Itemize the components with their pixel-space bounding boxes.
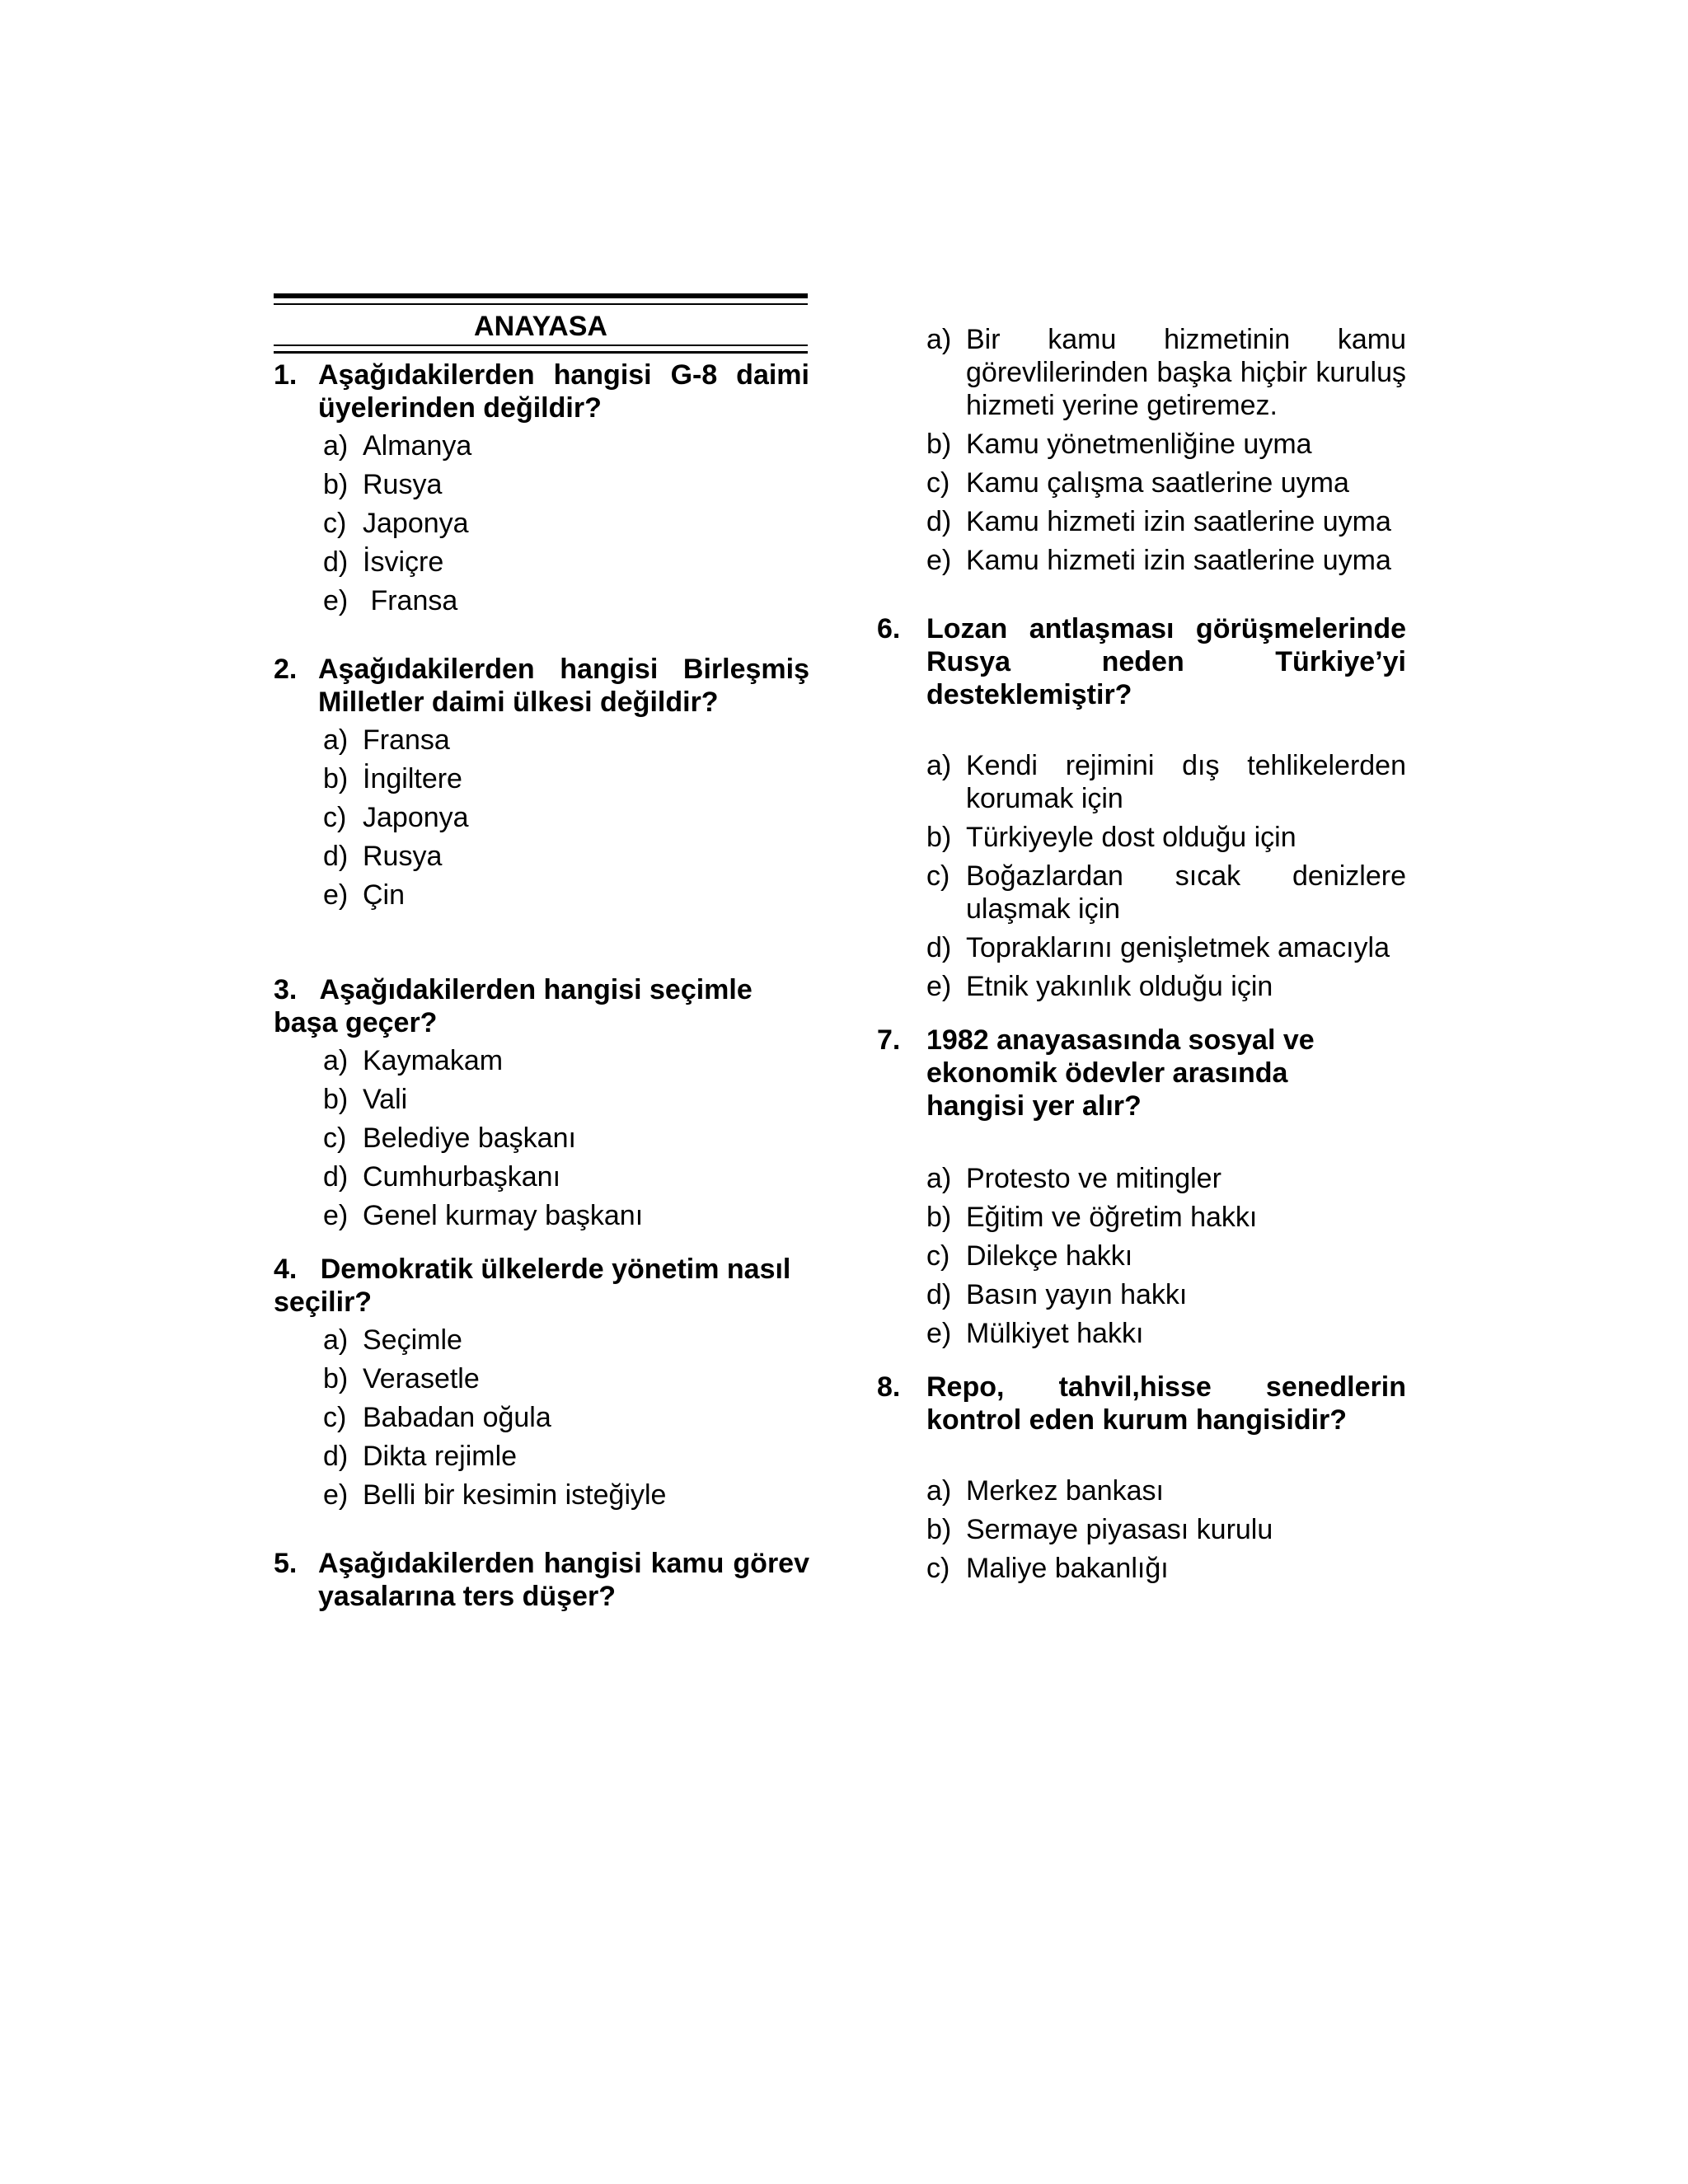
question-5 <box>274 1547 809 1613</box>
question-4-options <box>323 1324 809 1511</box>
question-2 <box>274 653 809 719</box>
question-number: 2. <box>274 654 298 685</box>
question-text: Aşağıdakilerden hangisi seçimle başa geçer? <box>274 974 753 1038</box>
option-b[interactable]: b) Eğitim ve öğretim hakkı <box>926 1202 1258 1233</box>
option-a[interactable]: a) Bir kamu hizmetinin kamu görevlilerinden başka hiçbir kuruluş hizmeti yerine getiremez. <box>926 324 1406 421</box>
option-e[interactable]: e) Çin <box>323 879 406 911</box>
question-number: 3. <box>274 974 298 1005</box>
question-number: 6. <box>877 613 901 644</box>
question-8 <box>877 1371 1406 1436</box>
question-1 <box>274 359 809 424</box>
option-c[interactable]: c) Maliye bakanlığı <box>926 1553 1169 1584</box>
question-number: 4. <box>274 1254 298 1285</box>
question-number: 7. <box>877 1024 901 1056</box>
option-a[interactable]: a) Kaymakam <box>323 1045 504 1076</box>
option-c[interactable]: c) Belediye başkanı <box>323 1122 576 1154</box>
option-e[interactable]: e) Mülkiyet hakkı <box>926 1318 1144 1349</box>
option-d[interactable]: d) Rusya <box>323 841 443 872</box>
option-e[interactable]: e) Fransa <box>323 585 458 616</box>
question-text: Lozan antlaşması görüşmelerinde Rusya neden Türkiye’yi desteklemiştir? <box>926 613 1406 710</box>
option-c[interactable]: c) Dilekçe hakkı <box>926 1240 1133 1272</box>
option-c[interactable]: c) Japonya <box>323 802 469 833</box>
option-d[interactable]: d) İsviçre <box>323 546 444 578</box>
question-number: 5. <box>274 1548 298 1579</box>
right-column <box>877 323 1406 1591</box>
question-6-options <box>926 749 1406 1003</box>
question-6 <box>877 612 1406 711</box>
option-e[interactable]: e) Kamu hizmeti izin saatlerine uyma <box>926 545 1391 576</box>
question-4 <box>274 1253 809 1319</box>
option-b[interactable]: b) Vali <box>323 1084 408 1115</box>
question-text: Demokratik ülkelerde yönetim nasıl seçilir? <box>274 1254 791 1318</box>
question-8-options <box>926 1474 1406 1585</box>
question-text: Repo, tahvil,hisse senedlerin kontrol eden kurum hangisidir? <box>926 1371 1406 1436</box>
question-text: 1982 anayasasında sosyal ve ekonomik ödevler arasında hangisi yer alır? <box>926 1024 1315 1122</box>
option-d[interactable]: d) Basın yayın hakkı <box>926 1279 1188 1310</box>
option-e[interactable]: e) Genel kurmay başkanı <box>323 1200 644 1231</box>
title-block <box>274 293 808 354</box>
question-5-options <box>926 323 1406 577</box>
option-d[interactable]: d) Cumhurbaşkanı <box>323 1161 561 1193</box>
question-1-options <box>323 429 809 617</box>
question-text: Aşağıdakilerden hangisi kamu görev yasalarına ters düşer? <box>318 1548 809 1612</box>
option-d[interactable]: d) Kamu hizmeti izin saatlerine uyma <box>926 506 1391 537</box>
question-2-options <box>323 724 809 912</box>
question-number: 8. <box>877 1371 901 1403</box>
option-b[interactable]: b) Kamu yönetmenliğine uyma <box>926 429 1312 460</box>
question-text: Aşağıdakilerden hangisi Birleşmiş Milletler daimi ülkesi değildir? <box>318 654 809 718</box>
option-c[interactable]: c) Japonya <box>323 508 469 539</box>
question-3 <box>274 973 809 1039</box>
option-c[interactable]: c) Kamu çalışma saatlerine uyma <box>926 467 1349 499</box>
option-b[interactable]: b) Sermaye piyasası kurulu <box>926 1514 1273 1545</box>
question-number: 1. <box>274 359 298 391</box>
option-e[interactable]: e) Belli bir kesimin isteğiyle <box>323 1479 667 1511</box>
option-a[interactable]: a) Kendi rejimini dış tehlikelerden korumak için <box>926 750 1406 814</box>
option-a[interactable]: a) Protesto ve mitingler <box>926 1163 1221 1194</box>
question-7-options <box>926 1162 1406 1350</box>
option-c[interactable]: c) Boğazlardan sıcak denizlere ulaşmak için <box>926 860 1406 925</box>
option-b[interactable]: b) Rusya <box>323 469 443 500</box>
question-text: Aşağıdakilerden hangisi G-8 daimi üyelerinden değildir? <box>318 359 809 424</box>
question-7 <box>877 1024 1406 1122</box>
option-c[interactable]: c) Babadan oğula <box>323 1402 551 1433</box>
option-b[interactable]: b) İngiltere <box>323 763 462 794</box>
option-e[interactable]: e) Etnik yakınlık olduğu için <box>926 971 1273 1002</box>
option-d[interactable]: d) Dikta rejimle <box>323 1441 518 1472</box>
option-a[interactable]: a) Seçimle <box>323 1324 462 1356</box>
option-a[interactable]: a) Almanya <box>323 430 472 462</box>
option-a[interactable]: a) Fransa <box>323 724 450 756</box>
title-bottom-rule <box>274 351 808 354</box>
option-b[interactable]: b) Türkiyeyle dost olduğu için <box>926 822 1296 853</box>
left-column <box>274 293 809 1613</box>
option-d[interactable]: d) Topraklarını genişletmek amacıyla <box>926 932 1390 963</box>
option-b[interactable]: b) Verasetle <box>323 1363 480 1394</box>
question-3-options <box>323 1044 809 1232</box>
page-title: ANAYASA <box>474 311 607 342</box>
option-a[interactable]: a) Merkez bankası <box>926 1475 1164 1507</box>
